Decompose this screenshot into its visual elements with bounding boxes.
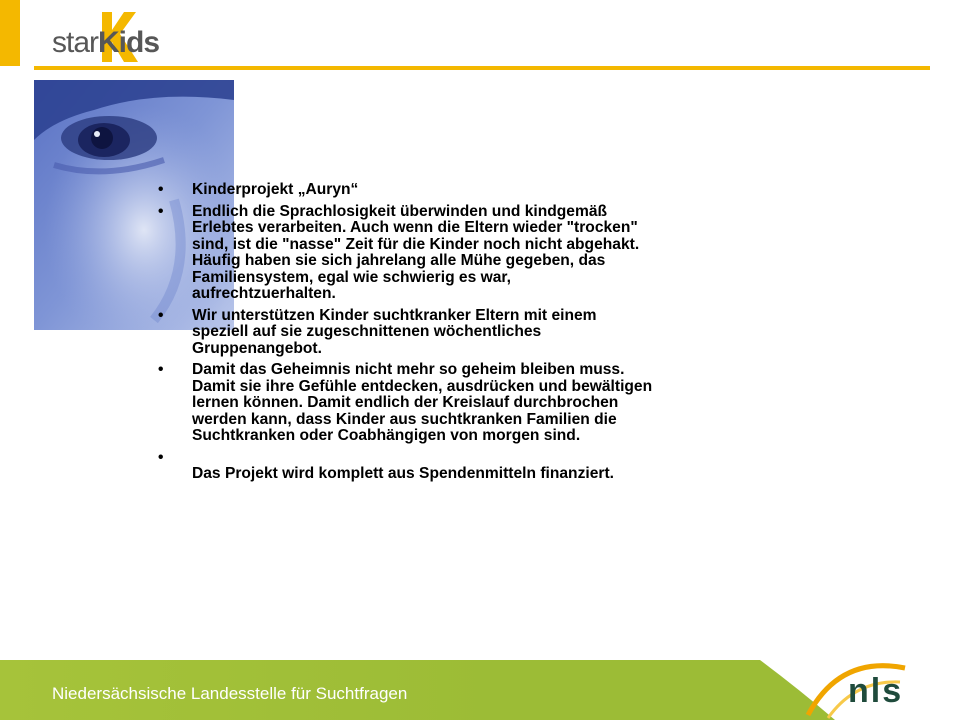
bullet-text: Damit das Geheimnis nicht mehr so geheim bleiben muss. Damit sie ihre Gefühle entdecken, ausdrücken und bewältigen lernen können. Damit endlich der Kreislauf durchbrochen werden kann, dass Kinder aus suchtkranken Familien die Suchtkranken oder Coabhängigen von morgen sind.: [192, 361, 653, 444]
header-rule: [34, 66, 930, 70]
bullet-item: [158, 204, 758, 303]
bullet-symbol: •: [158, 202, 164, 220]
bullet-text: Kinderprojekt „Auryn“: [192, 181, 359, 198]
bullet-list: [158, 182, 758, 483]
bullet-symbol: •: [158, 361, 164, 378]
bullet-symbol: •: [158, 306, 164, 324]
logo-star-text: star: [52, 26, 99, 59]
footer-organization: Niedersächsische Landesstelle für Suchtfragen: [52, 684, 408, 703]
starkids-logo: [52, 12, 172, 64]
bullet-text: Endlich die Sprachlosigkeit überwinden und kindgemäß Erlebtes verarbeiten. Auch wenn die Eltern wieder "trocken" sind, ist die "nasse" Zeit für die Kinder noch nicht abgehakt. Häufig haben sie sich jahrelang alle Mühe gegeben, das Familiensystem, egal wie schwierig es war, aufrechtzuerhalten.: [192, 202, 640, 302]
bullet-symbol: •: [158, 448, 164, 466]
logo-kids-text: Kids: [98, 26, 160, 59]
bullet-item: [158, 182, 758, 199]
bullet-item: [158, 362, 758, 445]
bullet-item: [158, 308, 758, 358]
accent-strip: [0, 0, 20, 66]
bullet-content: [158, 182, 758, 488]
bullet-text: Wir unterstützen Kinder suchtkranker Eltern mit einem speziell auf sie zugeschnittenen wöchentliches Gruppenangebot.: [192, 306, 597, 357]
starkids-logo-text: [52, 26, 159, 60]
bullet-item: [158, 450, 758, 483]
nls-logo-text: nls: [848, 672, 904, 710]
bullet-text: Das Projekt wird komplett aus Spendenmitteln finanziert.: [192, 465, 614, 482]
bullet-symbol: •: [158, 181, 164, 198]
